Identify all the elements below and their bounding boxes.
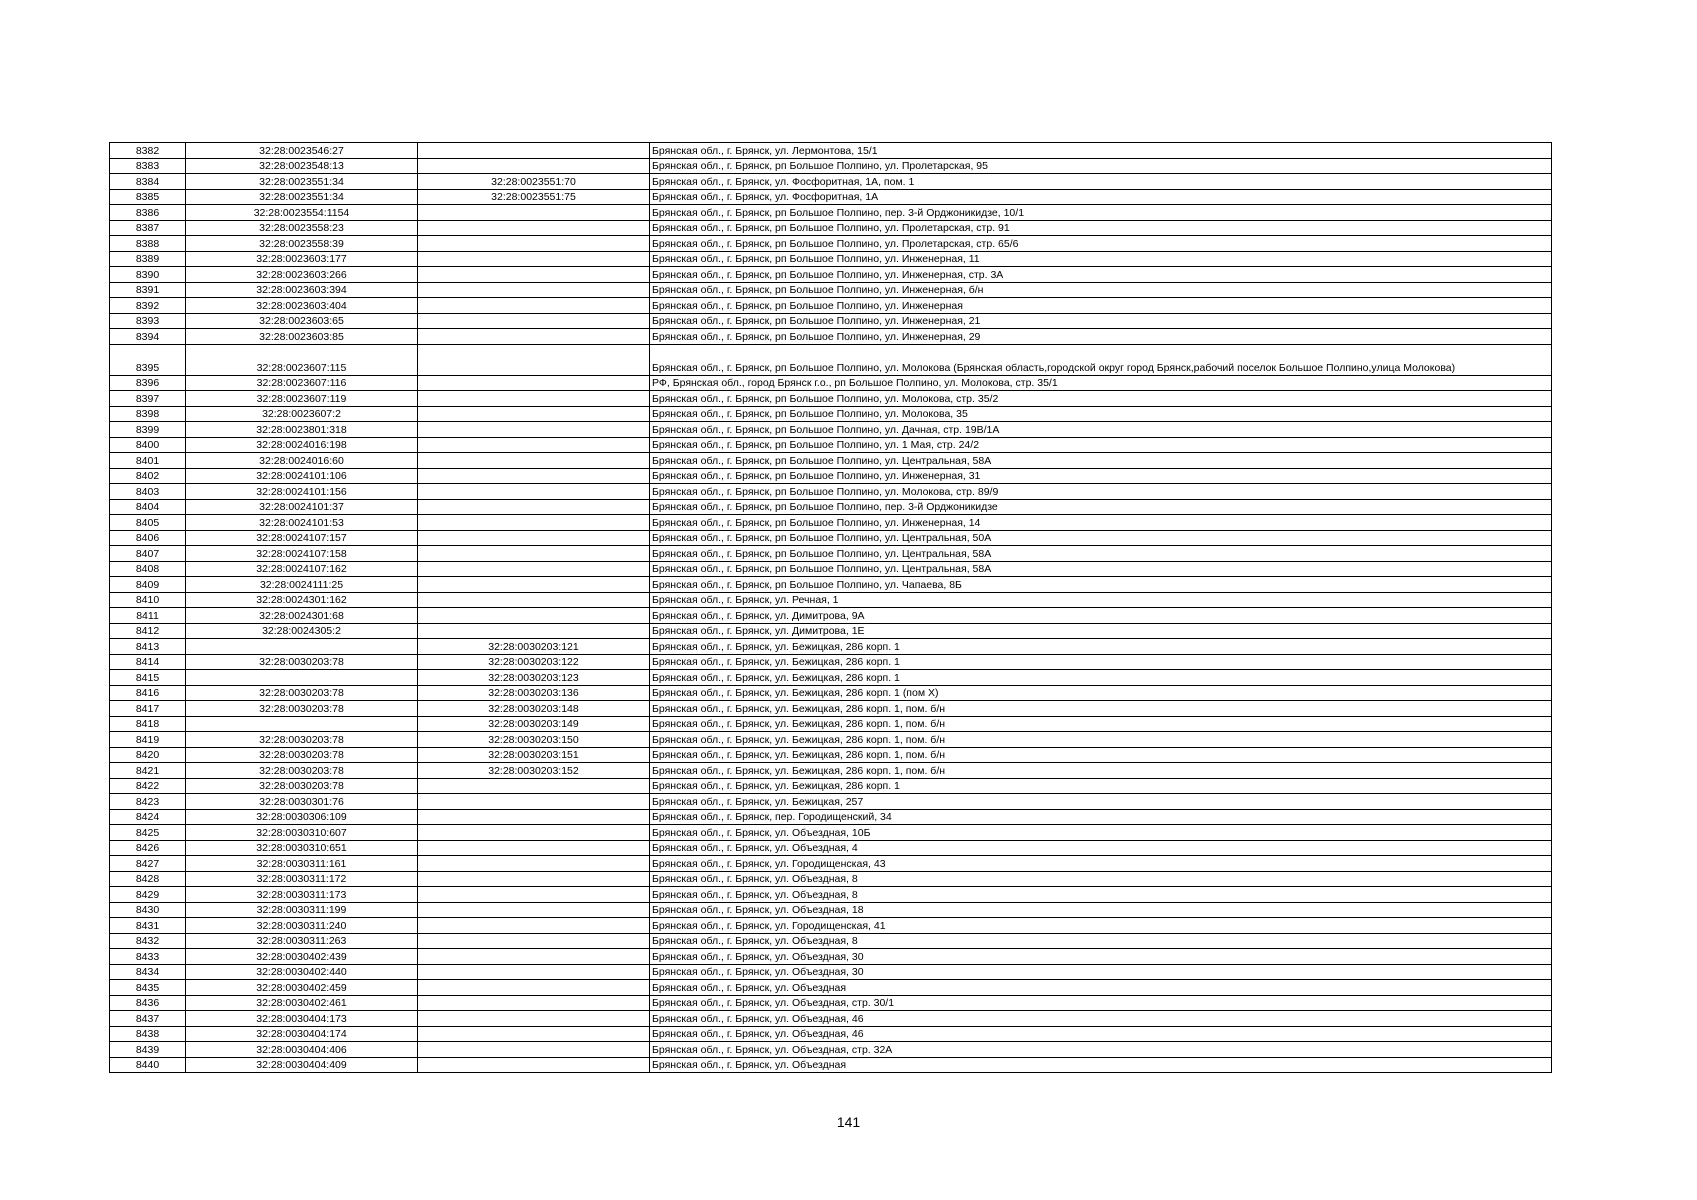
cadastral-number-secondary-cell xyxy=(418,298,650,314)
cadastral-number-secondary-cell xyxy=(418,980,650,996)
cadastral-number-secondary-cell: 32:28:0030203:152 xyxy=(418,763,650,779)
row-number-cell: 8411 xyxy=(110,608,186,624)
address-cell: Брянская обл., г. Брянск, пер. Городищенский, 34 xyxy=(650,809,1552,825)
table-row xyxy=(110,670,1552,686)
cadastral-number-secondary-cell xyxy=(418,158,650,174)
cadastral-number-cell: 32:28:0023558:23 xyxy=(186,220,418,236)
address-cell: Брянская обл., г. Брянск, ул. Бежицкая, 286 корп. 1 (пом X) xyxy=(650,685,1552,701)
cadastral-number-cell: 32:28:0023603:266 xyxy=(186,267,418,283)
cadastral-number-cell: 32:28:0023603:404 xyxy=(186,298,418,314)
cadastral-number-secondary-cell xyxy=(418,840,650,856)
table-row xyxy=(110,732,1552,748)
row-number-cell: 8392 xyxy=(110,298,186,314)
row-number-cell: 8432 xyxy=(110,933,186,949)
row-number-cell: 8394 xyxy=(110,329,186,345)
cadastral-number-cell: 32:28:0023603:85 xyxy=(186,329,418,345)
cadastral-number-cell: 32:28:0030404:173 xyxy=(186,1011,418,1027)
cadastral-number-cell: 32:28:0030203:78 xyxy=(186,763,418,779)
table-row xyxy=(110,701,1552,717)
cadastral-number-cell: 32:28:0024107:162 xyxy=(186,561,418,577)
address-cell: Брянская обл., г. Брянск, ул. Фосфоритная, 1А, пом. 1 xyxy=(650,174,1552,190)
table-row xyxy=(110,344,1552,375)
table-row xyxy=(110,189,1552,205)
table-row xyxy=(110,1011,1552,1027)
address-cell: Брянская обл., г. Брянск, ул. Бежицкая, 286 корп. 1, пом. б/н xyxy=(650,701,1552,717)
cadastral-number-secondary-cell xyxy=(418,329,650,345)
cadastral-number-secondary-cell xyxy=(418,592,650,608)
table-row xyxy=(110,282,1552,298)
address-cell: Брянская обл., г. Брянск, ул. Объездная, 4 xyxy=(650,840,1552,856)
table-row xyxy=(110,887,1552,903)
address-cell: Брянская обл., г. Брянск, рп Большое Полпино, ул. Инженерная, стр. 3А xyxy=(650,267,1552,283)
cadastral-number-cell: 32:28:0030404:174 xyxy=(186,1026,418,1042)
row-number-cell: 8424 xyxy=(110,809,186,825)
cadastral-number-secondary-cell xyxy=(418,282,650,298)
cadastral-number-cell: 32:28:0024107:157 xyxy=(186,530,418,546)
cadastral-number-secondary-cell xyxy=(418,453,650,469)
table-row xyxy=(110,623,1552,639)
cadastral-number-secondary-cell xyxy=(418,856,650,872)
table-row xyxy=(110,1026,1552,1042)
row-number-cell: 8417 xyxy=(110,701,186,717)
row-number-cell: 8389 xyxy=(110,251,186,267)
cadastral-number-cell: 32:28:0030402:440 xyxy=(186,964,418,980)
address-cell: Брянская обл., г. Брянск, ул. Объездная, 30 xyxy=(650,949,1552,965)
cadastral-number-cell: 32:28:0030310:607 xyxy=(186,825,418,841)
cadastral-number-cell: 32:28:0023607:2 xyxy=(186,406,418,422)
address-cell: Брянская обл., г. Брянск, рп Большое Полпино, ул. Инженерная, 29 xyxy=(650,329,1552,345)
cadastral-number-secondary-cell xyxy=(418,794,650,810)
address-cell: Брянская обл., г. Брянск, рп Большое Полпино, ул. Молокова, 35 xyxy=(650,406,1552,422)
row-number-cell: 8412 xyxy=(110,623,186,639)
row-number-cell: 8425 xyxy=(110,825,186,841)
table-row xyxy=(110,453,1552,469)
row-number-cell: 8397 xyxy=(110,391,186,407)
table-row xyxy=(110,236,1552,252)
table-row xyxy=(110,313,1552,329)
address-cell: Брянская обл., г. Брянск, ул. Бежицкая, 286 корп. 1 xyxy=(650,778,1552,794)
table-row xyxy=(110,515,1552,531)
row-number-cell: 8419 xyxy=(110,732,186,748)
table-row xyxy=(110,747,1552,763)
cadastral-number-cell: 32:28:0023607:115 xyxy=(186,344,418,375)
cadastral-number-secondary-cell xyxy=(418,1026,650,1042)
table-row xyxy=(110,143,1552,159)
table-row xyxy=(110,685,1552,701)
cadastral-number-cell xyxy=(186,670,418,686)
cadastral-number-secondary-cell xyxy=(418,422,650,438)
cadastral-number-cell: 32:28:0023607:116 xyxy=(186,375,418,391)
cadastral-number-cell: 32:28:0030203:78 xyxy=(186,732,418,748)
address-cell: Брянская обл., г. Брянск, ул. Объездная xyxy=(650,1057,1552,1073)
table-row xyxy=(110,654,1552,670)
table-row xyxy=(110,980,1552,996)
cadastral-number-cell: 32:28:0030404:406 xyxy=(186,1042,418,1058)
row-number-cell: 8396 xyxy=(110,375,186,391)
registry-table-body xyxy=(110,143,1552,1073)
row-number-cell: 8402 xyxy=(110,468,186,484)
cadastral-number-secondary-cell xyxy=(418,778,650,794)
row-number-cell: 8427 xyxy=(110,856,186,872)
address-cell: Брянская обл., г. Брянск, ул. Объездная xyxy=(650,980,1552,996)
cadastral-number-secondary-cell xyxy=(418,561,650,577)
table-row xyxy=(110,716,1552,732)
cadastral-number-secondary-cell xyxy=(418,499,650,515)
table-row xyxy=(110,778,1552,794)
cadastral-number-cell: 32:28:0030311:172 xyxy=(186,871,418,887)
cadastral-number-cell: 32:28:0023603:394 xyxy=(186,282,418,298)
table-row xyxy=(110,437,1552,453)
table-row xyxy=(110,267,1552,283)
table-row xyxy=(110,949,1552,965)
table-row xyxy=(110,220,1552,236)
cadastral-number-secondary-cell xyxy=(418,809,650,825)
cadastral-number-secondary-cell xyxy=(418,220,650,236)
registry-table xyxy=(109,142,1552,1073)
row-number-cell: 8434 xyxy=(110,964,186,980)
cadastral-number-cell: 32:28:0024016:60 xyxy=(186,453,418,469)
cadastral-number-cell: 32:28:0030203:78 xyxy=(186,654,418,670)
address-cell: Брянская обл., г. Брянск, рп Большое Полпино, ул. Дачная, стр. 19В/1А xyxy=(650,422,1552,438)
cadastral-number-secondary-cell xyxy=(418,313,650,329)
cadastral-number-secondary-cell: 32:28:0030203:122 xyxy=(418,654,650,670)
table-row xyxy=(110,933,1552,949)
table-row xyxy=(110,499,1552,515)
table-row xyxy=(110,639,1552,655)
row-number-cell: 8409 xyxy=(110,577,186,593)
table-row xyxy=(110,205,1552,221)
table-row xyxy=(110,530,1552,546)
cadastral-number-cell: 32:28:0024111:25 xyxy=(186,577,418,593)
cadastral-number-secondary-cell xyxy=(418,468,650,484)
address-cell: Брянская обл., г. Брянск, ул. Объездная, 30 xyxy=(650,964,1552,980)
cadastral-number-secondary-cell xyxy=(418,887,650,903)
table-row xyxy=(110,422,1552,438)
cadastral-number-cell: 32:28:0023554:1154 xyxy=(186,205,418,221)
page-number: 141 xyxy=(836,1114,861,1130)
cadastral-number-secondary-cell: 32:28:0030203:151 xyxy=(418,747,650,763)
cadastral-number-cell: 32:28:0030306:109 xyxy=(186,809,418,825)
cadastral-number-cell: 32:28:0023801:318 xyxy=(186,422,418,438)
address-cell: Брянская обл., г. Брянск, рп Большое Полпино, ул. Центральная, 50А xyxy=(650,530,1552,546)
table-row xyxy=(110,995,1552,1011)
row-number-cell: 8421 xyxy=(110,763,186,779)
address-cell: Брянская обл., г. Брянск, рп Большое Полпино, ул. Чапаева, 8Б xyxy=(650,577,1552,593)
row-number-cell: 8400 xyxy=(110,437,186,453)
cadastral-number-secondary-cell xyxy=(418,1011,650,1027)
row-number-cell: 8436 xyxy=(110,995,186,1011)
address-cell: Брянская обл., г. Брянск, ул. Объездная, 8 xyxy=(650,887,1552,903)
cadastral-number-secondary-cell: 32:28:0030203:136 xyxy=(418,685,650,701)
address-cell: Брянская обл., г. Брянск, ул. Лермонтова, 15/1 xyxy=(650,143,1552,159)
cadastral-number-cell: 32:28:0024107:158 xyxy=(186,546,418,562)
row-number-cell: 8438 xyxy=(110,1026,186,1042)
cadastral-number-cell: 32:28:0030311:199 xyxy=(186,902,418,918)
row-number-cell: 8408 xyxy=(110,561,186,577)
table-row xyxy=(110,902,1552,918)
cadastral-number-secondary-cell xyxy=(418,530,650,546)
row-number-cell: 8414 xyxy=(110,654,186,670)
cadastral-number-cell: 32:28:0024101:53 xyxy=(186,515,418,531)
cadastral-number-secondary-cell xyxy=(418,577,650,593)
address-cell: Брянская обл., г. Брянск, ул. Бежицкая, 257 xyxy=(650,794,1552,810)
address-cell: Брянская обл., г. Брянск, ул. Фосфоритная, 1А xyxy=(650,189,1552,205)
row-number-cell: 8383 xyxy=(110,158,186,174)
address-cell: Брянская обл., г. Брянск, ул. Объездная, 10Б xyxy=(650,825,1552,841)
cadastral-number-cell: 32:28:0030402:459 xyxy=(186,980,418,996)
cadastral-number-cell: 32:28:0030203:78 xyxy=(186,685,418,701)
cadastral-number-secondary-cell xyxy=(418,236,650,252)
cadastral-number-cell: 32:28:0023603:65 xyxy=(186,313,418,329)
table-row xyxy=(110,608,1552,624)
cadastral-number-cell: 32:28:0030301:76 xyxy=(186,794,418,810)
row-number-cell: 8429 xyxy=(110,887,186,903)
address-cell: Брянская обл., г. Брянск, рп Большое Полпино, пер. 3-й Орджоникидзе xyxy=(650,499,1552,515)
row-number-cell: 8399 xyxy=(110,422,186,438)
cadastral-number-cell: 32:28:0023603:177 xyxy=(186,251,418,267)
cadastral-number-secondary-cell xyxy=(418,1057,650,1073)
row-number-cell: 8435 xyxy=(110,980,186,996)
row-number-cell: 8431 xyxy=(110,918,186,934)
cadastral-number-cell: 32:28:0023607:119 xyxy=(186,391,418,407)
address-cell: Брянская обл., г. Брянск, рп Большое Полпино, ул. Центральная, 58А xyxy=(650,561,1552,577)
cadastral-number-cell: 32:28:0030203:78 xyxy=(186,747,418,763)
cadastral-number-cell: 32:28:0023551:34 xyxy=(186,174,418,190)
address-cell: Брянская обл., г. Брянск, рп Большое Полпино, ул. Инженерная xyxy=(650,298,1552,314)
cadastral-number-cell: 32:28:0030203:78 xyxy=(186,778,418,794)
row-number-cell: 8418 xyxy=(110,716,186,732)
table-row xyxy=(110,809,1552,825)
cadastral-number-secondary-cell xyxy=(418,143,650,159)
row-number-cell: 8384 xyxy=(110,174,186,190)
cadastral-number-secondary-cell xyxy=(418,344,650,375)
address-cell: Брянская обл., г. Брянск, ул. Бежицкая, 286 корп. 1 xyxy=(650,654,1552,670)
cadastral-number-cell: 32:28:0024101:156 xyxy=(186,484,418,500)
address-cell: Брянская обл., г. Брянск, рп Большое Полпино, ул. Инженерная, 21 xyxy=(650,313,1552,329)
address-cell: Брянская обл., г. Брянск, рп Большое Полпино, ул. Молокова (Брянская область,городской округ город Брянск,рабочий поселок Большое Полпино,улица Молокова) xyxy=(650,344,1552,375)
address-cell: Брянская обл., г. Брянск, ул. Бежицкая, 286 корп. 1, пом. б/н xyxy=(650,747,1552,763)
table-row xyxy=(110,1042,1552,1058)
address-cell: РФ, Брянская обл., город Брянск г.о., рп Большое Полпино, ул. Молокова, стр. 35/1 xyxy=(650,375,1552,391)
row-number-cell: 8391 xyxy=(110,282,186,298)
address-cell: Брянская обл., г. Брянск, рп Большое Полпино, ул. Центральная, 58А xyxy=(650,453,1552,469)
table-row xyxy=(110,825,1552,841)
table-row xyxy=(110,329,1552,345)
address-cell: Брянская обл., г. Брянск, ул. Речная, 1 xyxy=(650,592,1552,608)
row-number-cell: 8426 xyxy=(110,840,186,856)
row-number-cell: 8390 xyxy=(110,267,186,283)
cadastral-number-cell: 32:28:0030203:78 xyxy=(186,701,418,717)
cadastral-number-secondary-cell xyxy=(418,437,650,453)
table-row xyxy=(110,763,1552,779)
cadastral-number-secondary-cell xyxy=(418,251,650,267)
row-number-cell: 8428 xyxy=(110,871,186,887)
cadastral-number-cell xyxy=(186,716,418,732)
row-number-cell: 8422 xyxy=(110,778,186,794)
address-cell: Брянская обл., г. Брянск, ул. Бежицкая, 286 корп. 1, пом. б/н xyxy=(650,732,1552,748)
cadastral-number-cell: 32:28:0024101:37 xyxy=(186,499,418,515)
cadastral-number-secondary-cell xyxy=(418,205,650,221)
row-number-cell: 8406 xyxy=(110,530,186,546)
cadastral-number-secondary-cell xyxy=(418,623,650,639)
address-cell: Брянская обл., г. Брянск, рп Большое Полпино, пер. 3-й Орджоникидзе, 10/1 xyxy=(650,205,1552,221)
address-cell: Брянская обл., г. Брянск, ул. Объездная, 8 xyxy=(650,933,1552,949)
table-row xyxy=(110,871,1552,887)
cadastral-number-cell: 32:28:0024016:198 xyxy=(186,437,418,453)
cadastral-number-secondary-cell xyxy=(418,918,650,934)
cadastral-number-cell: 32:28:0030311:161 xyxy=(186,856,418,872)
row-number-cell: 8433 xyxy=(110,949,186,965)
row-number-cell: 8388 xyxy=(110,236,186,252)
cadastral-number-secondary-cell xyxy=(418,825,650,841)
cadastral-number-secondary-cell: 32:28:0030203:148 xyxy=(418,701,650,717)
row-number-cell: 8413 xyxy=(110,639,186,655)
cadastral-number-secondary-cell xyxy=(418,515,650,531)
address-cell: Брянская обл., г. Брянск, ул. Городищенская, 43 xyxy=(650,856,1552,872)
address-cell: Брянская обл., г. Брянск, ул. Объездная, 18 xyxy=(650,902,1552,918)
row-number-cell: 8405 xyxy=(110,515,186,531)
row-number-cell: 8395 xyxy=(110,344,186,375)
address-cell: Брянская обл., г. Брянск, рп Большое Полпино, ул. Инженерная, 14 xyxy=(650,515,1552,531)
row-number-cell: 8423 xyxy=(110,794,186,810)
address-cell: Брянская обл., г. Брянск, рп Большое Полпино, ул. Центральная, 58А xyxy=(650,546,1552,562)
row-number-cell: 8382 xyxy=(110,143,186,159)
address-cell: Брянская обл., г. Брянск, рп Большое Полпино, ул. Инженерная, 31 xyxy=(650,468,1552,484)
table-row xyxy=(110,484,1552,500)
cadastral-number-cell: 32:28:0030311:263 xyxy=(186,933,418,949)
row-number-cell: 8420 xyxy=(110,747,186,763)
table-row xyxy=(110,406,1552,422)
table-row xyxy=(110,174,1552,190)
cadastral-number-cell: 32:28:0030402:461 xyxy=(186,995,418,1011)
cadastral-number-cell: 32:28:0023558:39 xyxy=(186,236,418,252)
cadastral-number-secondary-cell xyxy=(418,902,650,918)
table-row xyxy=(110,561,1552,577)
cadastral-number-secondary-cell: 32:28:0030203:149 xyxy=(418,716,650,732)
cadastral-number-cell: 32:28:0030310:651 xyxy=(186,840,418,856)
cadastral-number-secondary-cell: 32:28:0023551:70 xyxy=(418,174,650,190)
table-row xyxy=(110,298,1552,314)
address-cell: Брянская обл., г. Брянск, ул. Объездная, стр. 32А xyxy=(650,1042,1552,1058)
cadastral-number-cell: 32:28:0030404:409 xyxy=(186,1057,418,1073)
cadastral-number-cell: 32:28:0030311:240 xyxy=(186,918,418,934)
address-cell: Брянская обл., г. Брянск, рп Большое Полпино, ул. Молокова, стр. 89/9 xyxy=(650,484,1552,500)
address-cell: Брянская обл., г. Брянск, ул. Димитрова, 9А xyxy=(650,608,1552,624)
address-cell: Брянская обл., г. Брянск, ул. Бежицкая, 286 корп. 1 xyxy=(650,639,1552,655)
cadastral-number-secondary-cell xyxy=(418,933,650,949)
cadastral-number-secondary-cell: 32:28:0030203:150 xyxy=(418,732,650,748)
row-number-cell: 8404 xyxy=(110,499,186,515)
row-number-cell: 8437 xyxy=(110,1011,186,1027)
address-cell: Брянская обл., г. Брянск, рп Большое Полпино, ул. 1 Мая, стр. 24/2 xyxy=(650,437,1552,453)
address-cell: Брянская обл., г. Брянск, рп Большое Полпино, ул. Пролетарская, 95 xyxy=(650,158,1552,174)
table-row xyxy=(110,592,1552,608)
table-row xyxy=(110,391,1552,407)
cadastral-number-cell: 32:28:0030311:173 xyxy=(186,887,418,903)
row-number-cell: 8440 xyxy=(110,1057,186,1073)
row-number-cell: 8407 xyxy=(110,546,186,562)
cadastral-number-secondary-cell xyxy=(418,1042,650,1058)
address-cell: Брянская обл., г. Брянск, рп Большое Полпино, ул. Молокова, стр. 35/2 xyxy=(650,391,1552,407)
table-row xyxy=(110,840,1552,856)
cadastral-number-cell: 32:28:0023551:34 xyxy=(186,189,418,205)
address-cell: Брянская обл., г. Брянск, ул. Объездная, 46 xyxy=(650,1011,1552,1027)
cadastral-number-cell: 32:28:0024301:68 xyxy=(186,608,418,624)
table-row xyxy=(110,918,1552,934)
cadastral-number-secondary-cell xyxy=(418,375,650,391)
row-number-cell: 8416 xyxy=(110,685,186,701)
cadastral-number-cell: 32:28:0024301:162 xyxy=(186,592,418,608)
cadastral-number-cell: 32:28:0024101:106 xyxy=(186,468,418,484)
table-row xyxy=(110,856,1552,872)
address-cell: Брянская обл., г. Брянск, ул. Бежицкая, 286 корп. 1, пом. б/н xyxy=(650,763,1552,779)
cadastral-number-secondary-cell: 32:28:0023551:75 xyxy=(418,189,650,205)
table-row xyxy=(110,251,1552,267)
address-cell: Брянская обл., г. Брянск, ул. Городищенская, 41 xyxy=(650,918,1552,934)
cadastral-number-secondary-cell xyxy=(418,267,650,283)
row-number-cell: 8430 xyxy=(110,902,186,918)
table-row xyxy=(110,794,1552,810)
cadastral-number-secondary-cell xyxy=(418,995,650,1011)
cadastral-number-cell: 32:28:0030402:439 xyxy=(186,949,418,965)
address-cell: Брянская обл., г. Брянск, ул. Бежицкая, 286 корп. 1 xyxy=(650,670,1552,686)
address-cell: Брянская обл., г. Брянск, рп Большое Полпино, ул. Инженерная, 11 xyxy=(650,251,1552,267)
row-number-cell: 8403 xyxy=(110,484,186,500)
row-number-cell: 8410 xyxy=(110,592,186,608)
row-number-cell: 8401 xyxy=(110,453,186,469)
address-cell: Брянская обл., г. Брянск, ул. Объездная, стр. 30/1 xyxy=(650,995,1552,1011)
cadastral-number-secondary-cell xyxy=(418,406,650,422)
table-row xyxy=(110,468,1552,484)
table-row xyxy=(110,546,1552,562)
row-number-cell: 8439 xyxy=(110,1042,186,1058)
cadastral-number-secondary-cell xyxy=(418,391,650,407)
cadastral-number-secondary-cell xyxy=(418,964,650,980)
cadastral-number-secondary-cell xyxy=(418,484,650,500)
address-cell: Брянская обл., г. Брянск, ул. Бежицкая, 286 корп. 1, пом. б/н xyxy=(650,716,1552,732)
table-row xyxy=(110,158,1552,174)
address-cell: Брянская обл., г. Брянск, ул. Объездная, 8 xyxy=(650,871,1552,887)
cadastral-number-secondary-cell: 32:28:0030203:121 xyxy=(418,639,650,655)
row-number-cell: 8386 xyxy=(110,205,186,221)
address-cell: Брянская обл., г. Брянск, ул. Димитрова, 1Е xyxy=(650,623,1552,639)
row-number-cell: 8398 xyxy=(110,406,186,422)
table-row xyxy=(110,577,1552,593)
cadastral-number-secondary-cell xyxy=(418,608,650,624)
row-number-cell: 8385 xyxy=(110,189,186,205)
cadastral-number-cell: 32:28:0024305:2 xyxy=(186,623,418,639)
table-row xyxy=(110,964,1552,980)
row-number-cell: 8393 xyxy=(110,313,186,329)
table-row xyxy=(110,375,1552,391)
cadastral-number-secondary-cell xyxy=(418,949,650,965)
row-number-cell: 8387 xyxy=(110,220,186,236)
cadastral-number-cell: 32:28:0023546:27 xyxy=(186,143,418,159)
row-number-cell: 8415 xyxy=(110,670,186,686)
cadastral-number-secondary-cell: 32:28:0030203:123 xyxy=(418,670,650,686)
address-cell: Брянская обл., г. Брянск, рп Большое Полпино, ул. Пролетарская, стр. 91 xyxy=(650,220,1552,236)
cadastral-number-cell: 32:28:0023548:13 xyxy=(186,158,418,174)
table-row xyxy=(110,1057,1552,1073)
address-cell: Брянская обл., г. Брянск, ул. Объездная, 46 xyxy=(650,1026,1552,1042)
cadastral-number-cell xyxy=(186,639,418,655)
address-cell: Брянская обл., г. Брянск, рп Большое Полпино, ул. Пролетарская, стр. 65/6 xyxy=(650,236,1552,252)
cadastral-number-secondary-cell xyxy=(418,871,650,887)
address-cell: Брянская обл., г. Брянск, рп Большое Полпино, ул. Инженерная, б/н xyxy=(650,282,1552,298)
cadastral-number-secondary-cell xyxy=(418,546,650,562)
